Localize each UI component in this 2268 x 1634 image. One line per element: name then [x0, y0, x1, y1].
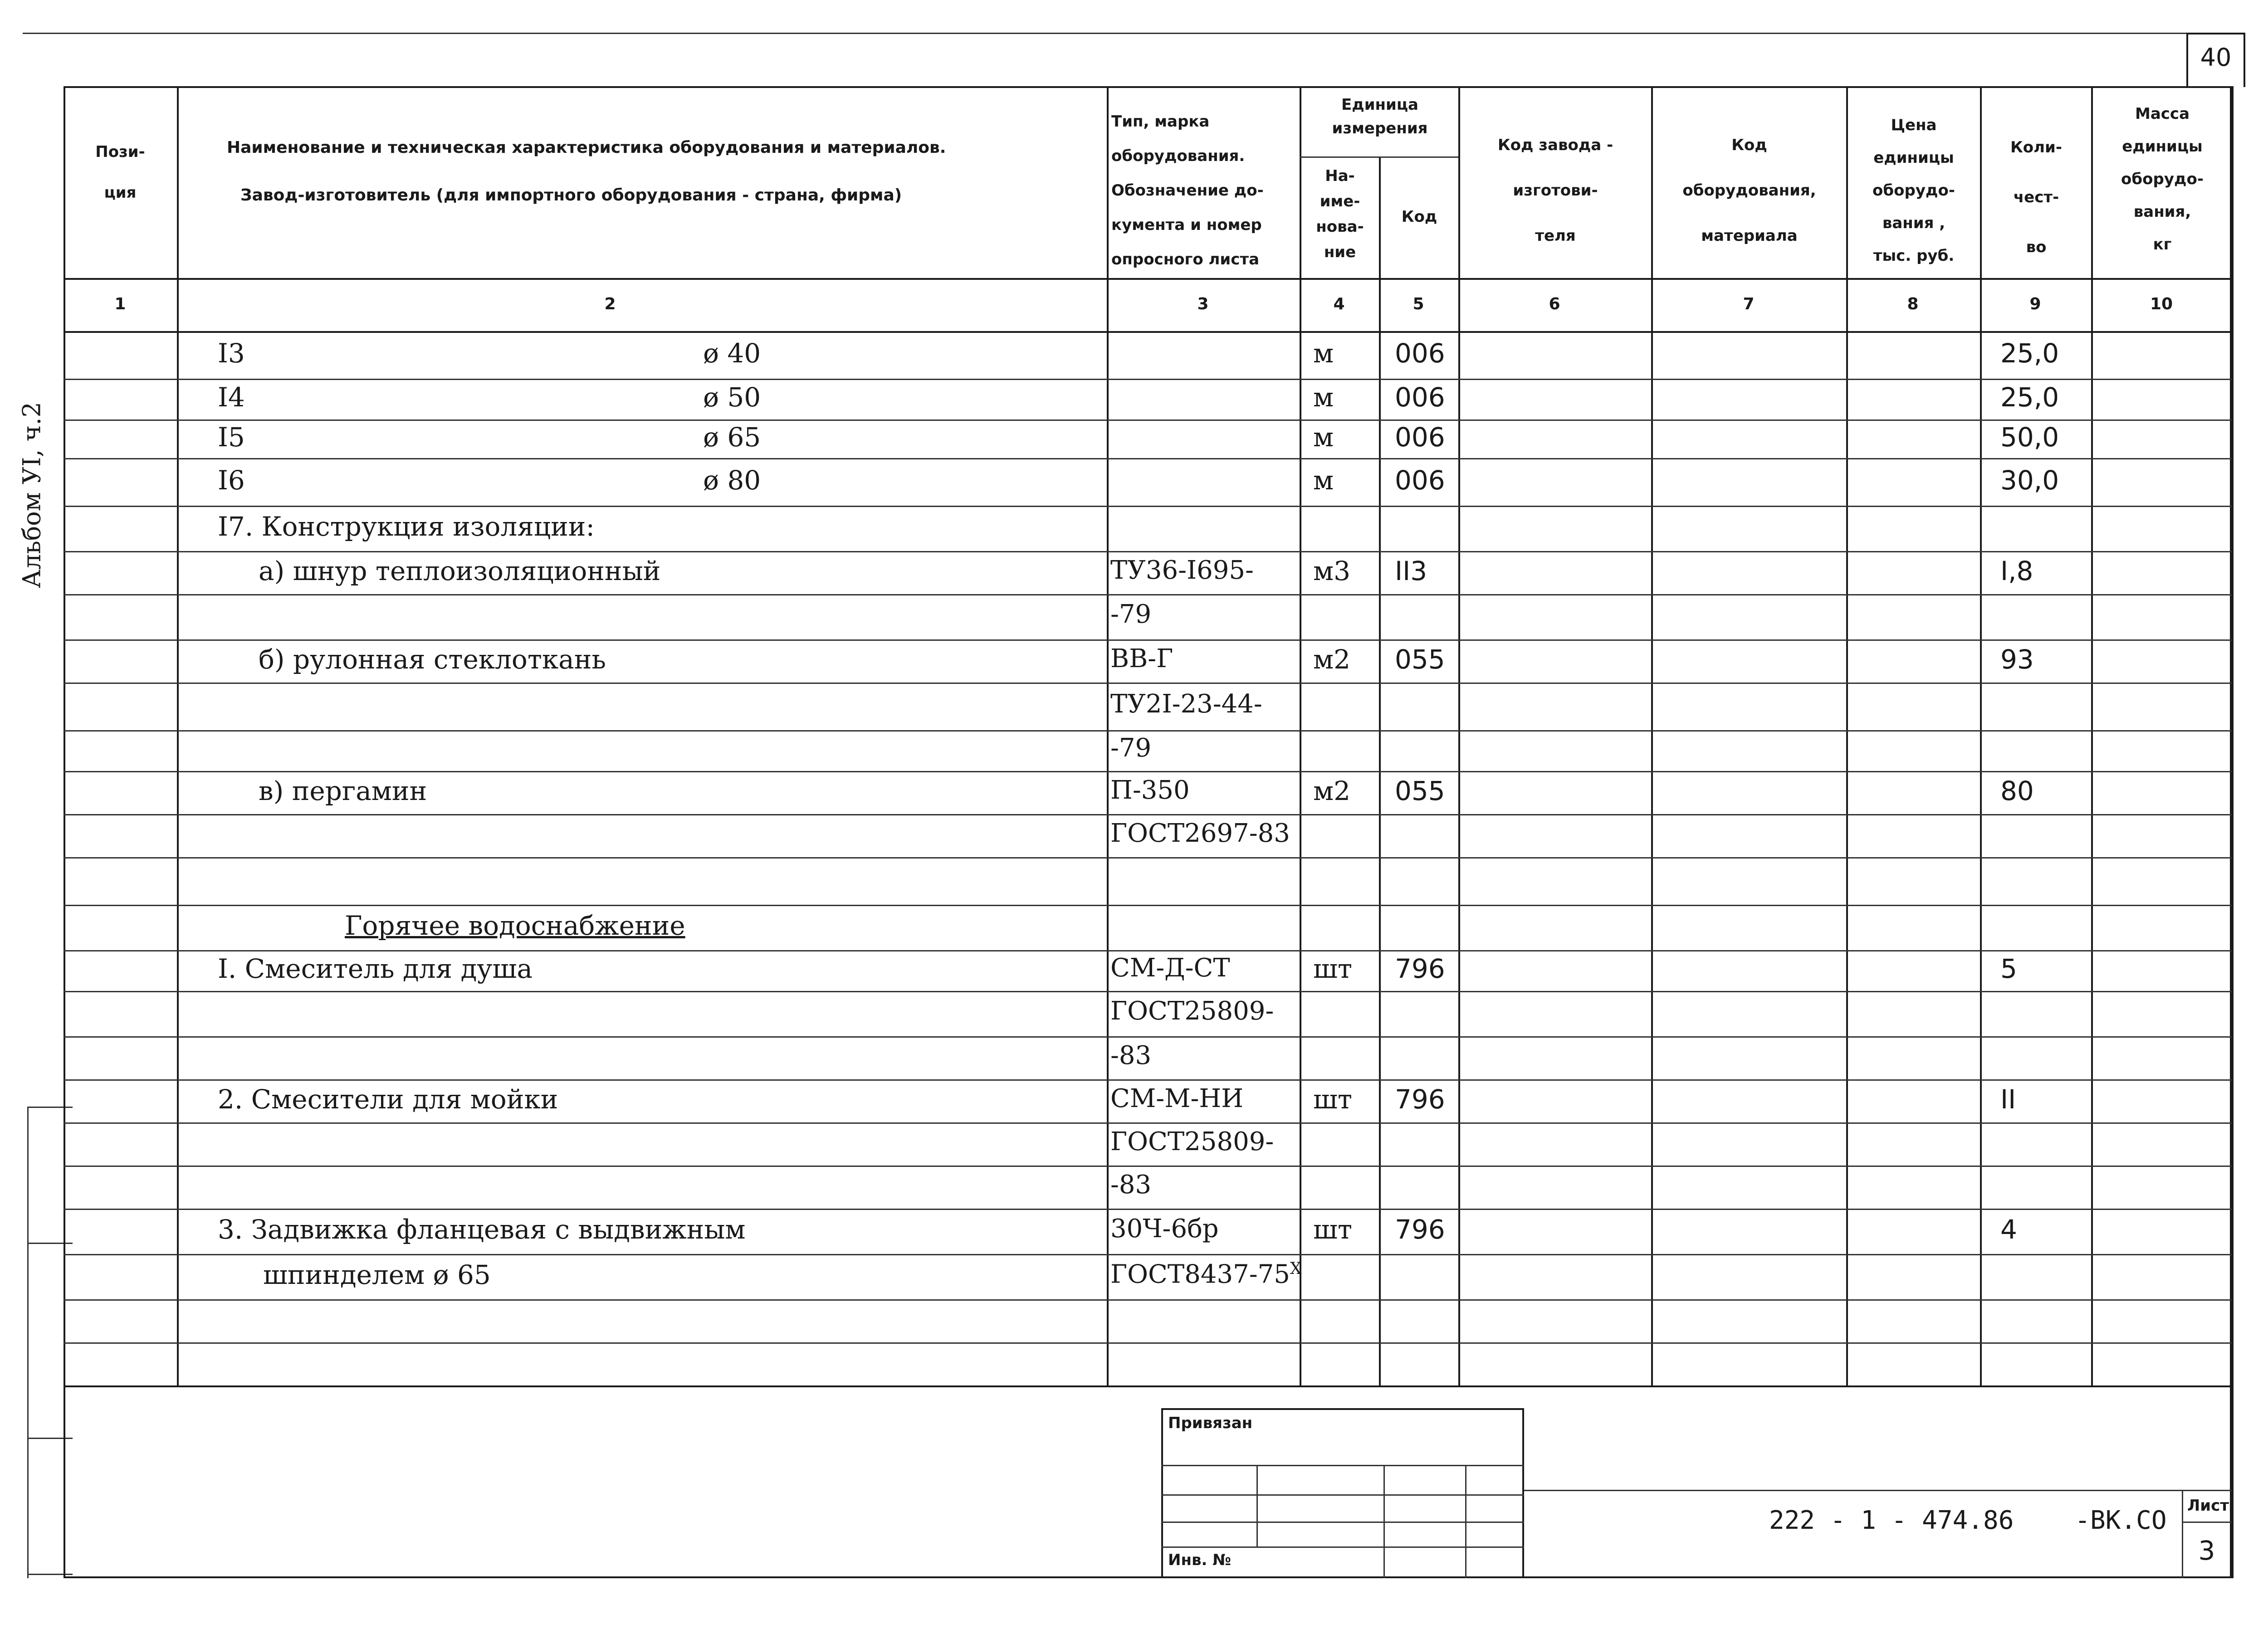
col-line-5: [1458, 86, 1460, 1385]
colnum-9: 9: [2029, 295, 2041, 313]
album-side-label: Альбом УI, ч.2: [17, 402, 46, 588]
colnum-10: 10: [2150, 295, 2173, 313]
row-name: I4: [218, 382, 245, 413]
row-line: [64, 1299, 2232, 1301]
row-unit: м2: [1313, 644, 1351, 675]
row-type-designation: 30Ч-6бр: [1110, 1214, 1219, 1244]
row-line: [64, 905, 2232, 906]
sheet-label: Лист: [2187, 1497, 2229, 1515]
row-name: I7. Конструкция изоляции:: [218, 511, 595, 542]
col-line-9: [2091, 86, 2093, 1385]
row-quantity: 25,0: [2000, 382, 2059, 413]
col-line-2: [1107, 86, 1109, 1385]
row-name: б) рулонная стеклоткань: [259, 644, 606, 675]
row-type-designation: ТУ36-I695-: [1110, 555, 1254, 585]
colnum-2: 2: [604, 295, 616, 313]
col-line-3: [1300, 86, 1301, 1385]
row-name: Горячее водоснабжение: [345, 910, 685, 941]
row-unit-code: 006: [1395, 382, 1445, 413]
row-quantity: II: [2000, 1083, 2016, 1115]
row-unit: м: [1313, 464, 1334, 496]
row-type-designation: ГОСТ25809-: [1110, 1127, 1274, 1156]
col-line-1: [177, 86, 179, 1385]
row-name: 2. Смесители для мойки: [218, 1083, 558, 1115]
row-unit: м3: [1313, 555, 1351, 586]
row-unit-code: 796: [1395, 1214, 1445, 1245]
colnum-6: 6: [1549, 295, 1560, 313]
stamp-line: [1161, 1522, 1524, 1523]
row-unit-code: 006: [1395, 337, 1445, 369]
colnum-5: 5: [1413, 295, 1424, 313]
stamp-line: [1161, 1465, 1524, 1466]
document-code: 222 - 1 - 474.86 -ВК.СО: [1769, 1506, 2167, 1535]
row-type-designation: СМ-М-НИ: [1110, 1083, 1244, 1113]
header-name-line2: Завод-изготовитель (для импортного оборудования - страна, фирма): [240, 186, 902, 205]
row-unit: шт: [1313, 1214, 1353, 1245]
row-name: а) шнур теплоизоляционный: [259, 555, 661, 586]
row-type-designation: ГОСТ2697-83: [1110, 818, 1290, 848]
colnum-8: 8: [1907, 295, 1919, 313]
row-line: [64, 1122, 2232, 1124]
row-line: [64, 991, 2232, 992]
row-quantity: 93: [2000, 644, 2034, 675]
row-line: [64, 950, 2232, 951]
header-unit-name: На- име- нова- ние: [1316, 167, 1364, 261]
row-line: [64, 506, 2232, 507]
row-unit: шт: [1313, 953, 1353, 984]
row-unit: м2: [1313, 775, 1351, 806]
row-line: [64, 814, 2232, 815]
row-name: I6: [218, 464, 245, 496]
header-type: Тип, марка оборудования. Обозначение до- кумента и номер опросного листа: [1111, 112, 1264, 268]
header-price: Цена единицы оборудо- вания , тыс. руб.: [1872, 116, 1955, 265]
colnum-4: 4: [1333, 295, 1345, 313]
colnum-1: 1: [114, 295, 126, 313]
row-diameter: ø 65: [703, 421, 761, 453]
stamp-vline: [1256, 1465, 1258, 1546]
header-factory-code: Код завода - изготови- теля: [1497, 136, 1613, 245]
stamp-line: [1161, 1546, 1524, 1548]
row-unit: м: [1313, 421, 1334, 453]
row-type-designation: СМ-Д-СТ: [1110, 953, 1230, 983]
row-line: [64, 730, 2232, 732]
header-top-line: [64, 86, 2232, 88]
row-quantity: 30,0: [2000, 464, 2059, 496]
row-line: [64, 1209, 2232, 1210]
row-unit-code: 055: [1395, 644, 1445, 675]
row-type-designation: ГОСТ25809-: [1110, 996, 1274, 1026]
row-name: I5: [218, 421, 245, 453]
binding-margin-line: [27, 1107, 29, 1578]
row-unit: м: [1313, 382, 1334, 413]
header-quantity: Коли- чест- во: [2010, 138, 2062, 256]
sheet-corner-number: 40: [2200, 43, 2232, 72]
row-line: [64, 551, 2232, 552]
row-line: [64, 458, 2232, 459]
row-line: [64, 771, 2232, 772]
row-name: I. Смеситель для душа: [218, 953, 533, 984]
sheet-number: 3: [2198, 1535, 2215, 1566]
row-line: [64, 1166, 2232, 1167]
row-type-designation: ВВ-Г: [1110, 644, 1173, 673]
row-type-designation: -83: [1110, 1170, 1152, 1200]
col-line-6: [1651, 86, 1653, 1385]
title-block-line: [1524, 1490, 2232, 1491]
row-line: [64, 379, 2232, 380]
unit-group-divider: [1300, 156, 1458, 158]
row-unit: м: [1313, 337, 1334, 369]
stamp-vline: [1383, 1465, 1385, 1578]
header-position: Пози- ция: [95, 143, 145, 202]
row-quantity: 4: [2000, 1214, 2017, 1245]
col-line-8: [1980, 86, 1982, 1385]
row-line: [64, 639, 2232, 641]
row-name: 3. Задвижка фланцевая с выдвижным: [218, 1214, 746, 1245]
row-line: [64, 683, 2232, 684]
stamp-vline: [1465, 1465, 1466, 1578]
header-bottom-line: [64, 278, 2232, 280]
colnum-3: 3: [1197, 295, 1209, 313]
row-diameter: ø 50: [703, 382, 761, 413]
row-name: шпинделем ø 65: [263, 1259, 491, 1290]
row-quantity: 5: [2000, 953, 2017, 984]
colnum-bottom-line: [64, 331, 2232, 333]
row-quantity: I,8: [2000, 555, 2033, 586]
row-line: [64, 1254, 2232, 1255]
row-unit-code: 006: [1395, 464, 1445, 496]
row-name: I3: [218, 337, 245, 369]
row-line: [64, 1079, 2232, 1081]
row-diameter: ø 40: [703, 337, 761, 369]
stamp-bound-label: Привязан: [1168, 1414, 1253, 1432]
right-frame-line: [2232, 86, 2234, 1578]
row-quantity: 80: [2000, 775, 2034, 806]
row-unit-code: 796: [1395, 953, 1445, 984]
row-type-designation: -83: [1110, 1040, 1152, 1070]
row-type-designation: П-350: [1110, 775, 1190, 805]
row-name: в) пергамин: [259, 775, 427, 806]
row-diameter: ø 80: [703, 464, 761, 496]
row-type-designation: $ГОСТ8437-75^X$: [1110, 1259, 1302, 1289]
row-unit: шт: [1313, 1083, 1353, 1115]
header-mass: Масса единицы оборудо- вания, кг: [2121, 105, 2204, 254]
row-type-designation: -79: [1110, 733, 1152, 763]
row-quantity: 50,0: [2000, 421, 2059, 453]
row-unit-code: 796: [1395, 1083, 1445, 1115]
type-superscript: X: [1290, 1259, 1302, 1278]
row-line: [64, 594, 2232, 595]
row-line: [64, 1036, 2232, 1038]
row-type-designation: -79: [1110, 600, 1152, 629]
row-type-designation: ТУ2I-23-44-: [1110, 689, 1262, 719]
sheet-box-divider: [2182, 1522, 2232, 1523]
row-line: [64, 857, 2232, 858]
header-unit-code: Код: [1401, 208, 1437, 226]
row-line: [64, 419, 2232, 421]
top-border-line: [23, 33, 2186, 34]
header-unit-group: Единица измерения: [1332, 96, 1428, 137]
row-quantity: 25,0: [2000, 337, 2059, 369]
stamp-line: [1161, 1494, 1524, 1496]
header-equipment-code: Код оборудования, материала: [1682, 136, 1816, 245]
col-line-7: [1846, 86, 1848, 1385]
header-name-line1: Наименование и техническая характеристика оборудования и материалов.: [227, 138, 946, 157]
row-unit-code: 006: [1395, 421, 1445, 453]
row-unit-code: II3: [1395, 555, 1427, 586]
row-unit-code: 055: [1395, 775, 1445, 806]
row-line: [64, 1342, 2232, 1344]
table-bottom-line: [64, 1385, 2232, 1387]
colnum-7: 7: [1743, 295, 1755, 313]
stamp-inv-label: Инв. №: [1168, 1551, 1232, 1569]
